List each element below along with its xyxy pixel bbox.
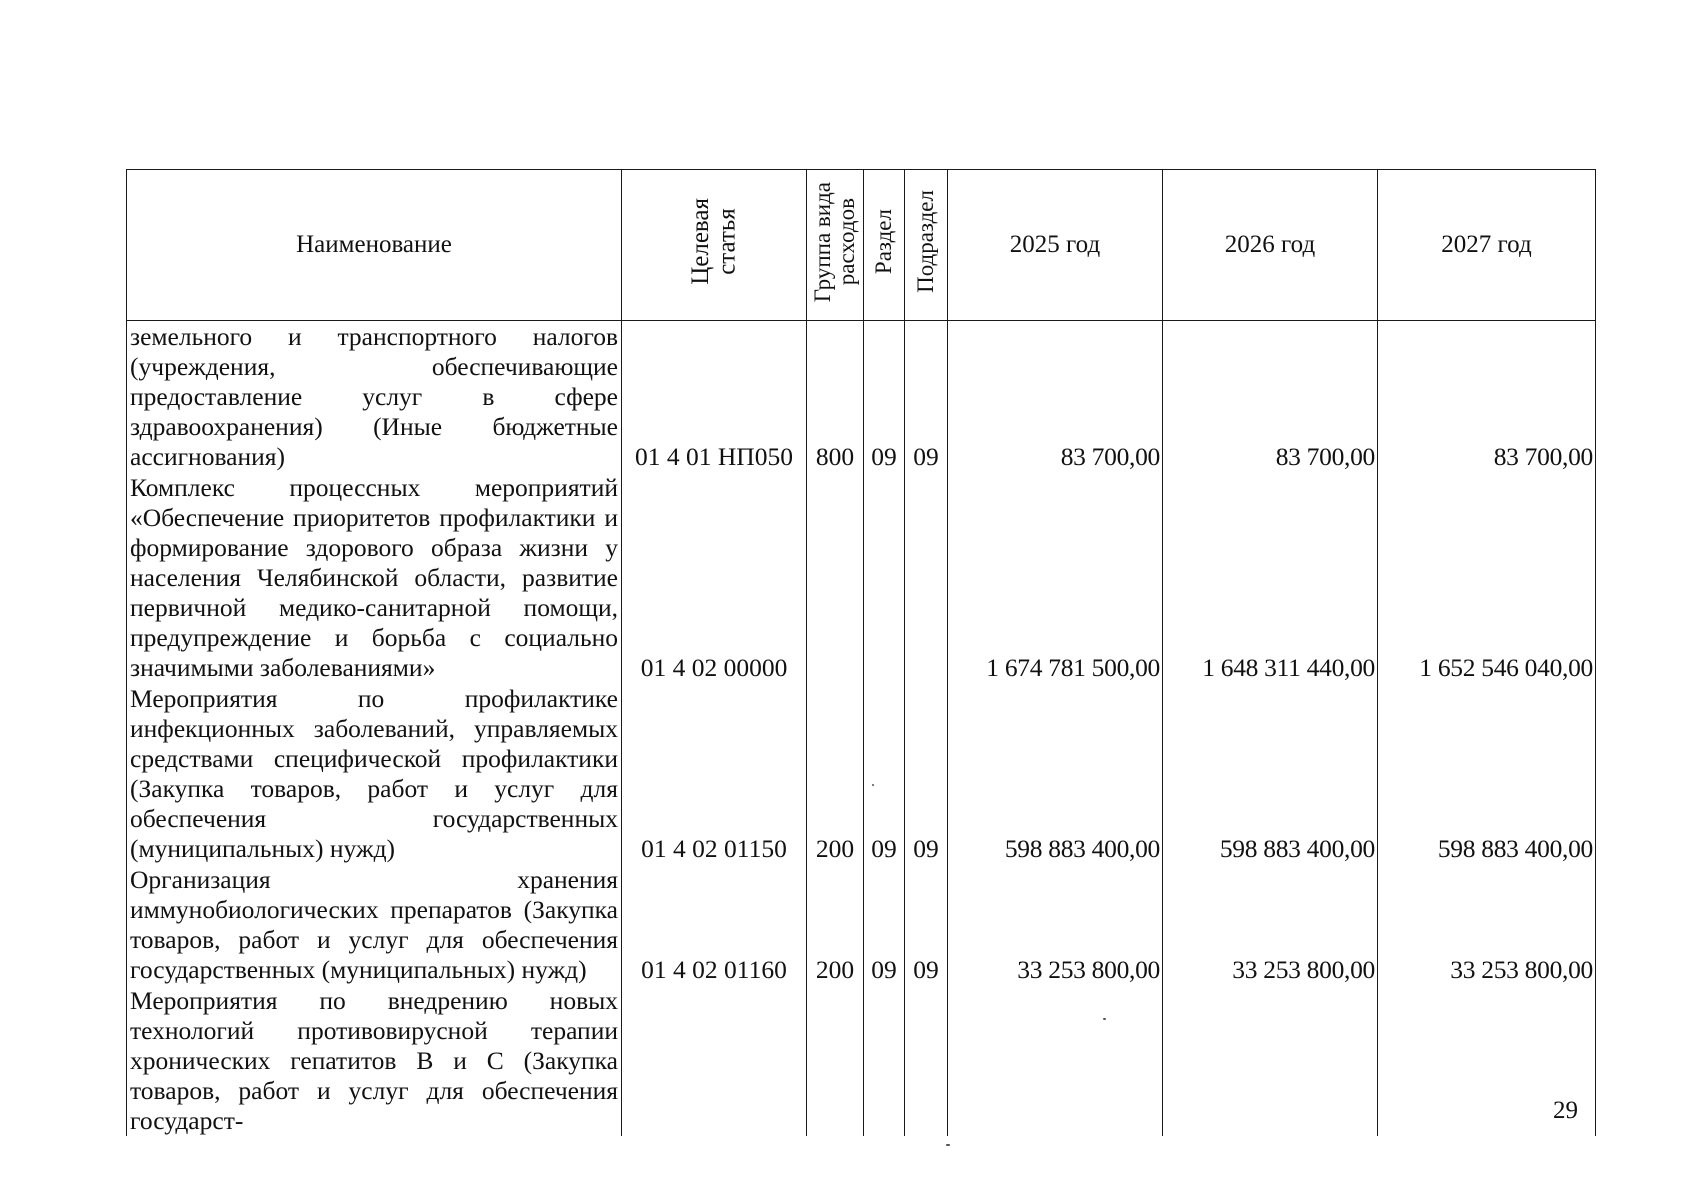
page-number: 29 <box>1553 1097 1578 1124</box>
row-amount-2026: 33 253 800,00 <box>1163 864 1378 985</box>
header-target-article: Целевая статья <box>622 170 807 321</box>
row-amount-2026: 598 883 400,00 <box>1163 683 1378 864</box>
header-year-2025: 2025 год <box>948 170 1163 321</box>
row-amount-2025: 598 883 400,00 <box>948 683 1163 864</box>
header-name: Наименование <box>127 170 622 321</box>
row-expense-group: 800 <box>807 321 864 473</box>
row-amount-2025: 1 674 781 500,00 <box>948 472 1163 683</box>
row-subsection: 09 <box>905 683 948 864</box>
scan-speck <box>1103 1018 1106 1020</box>
row-section: 09 <box>864 683 905 864</box>
row-amount-2027: 1 652 546 040,00 <box>1378 472 1596 683</box>
row-expense-group: 200 <box>807 683 864 864</box>
header-subsection: Подраздел <box>905 170 948 321</box>
row-amount-2026: 1 648 311 440,00 <box>1163 472 1378 683</box>
scan-speck <box>946 1144 950 1146</box>
row-target-code: 01 4 02 01150 <box>622 683 807 864</box>
row-name: Организация хранения иммунобиологических препаратов (Закупка товаров, работ и услуг для обеспечения государственных (муниципальных) нужд) <box>127 864 622 985</box>
table-row <box>127 321 1596 473</box>
row-amount-2025 <box>948 985 1163 1136</box>
budget-table <box>126 169 1596 1136</box>
row-name: земельного и транспортного налогов (учреждения, обеспечивающие предоставление услуг в сфере здравоохранения) (Иные бюджетные ассигнования) <box>127 321 622 473</box>
row-amount-2025: 83 700,00 <box>948 321 1163 473</box>
row-expense-group: 200 <box>807 864 864 985</box>
table-row <box>127 683 1596 864</box>
row-subsection: 09 <box>905 864 948 985</box>
row-amount-2027: 83 700,00 <box>1378 321 1596 473</box>
row-section <box>864 472 905 683</box>
row-amount-2027: 598 883 400,00 <box>1378 683 1596 864</box>
row-target-code <box>622 985 807 1136</box>
table-row <box>127 472 1596 683</box>
row-expense-group <box>807 985 864 1136</box>
row-expense-group <box>807 472 864 683</box>
row-target-code: 01 4 01 НП050 <box>622 321 807 473</box>
row-name: Комплекс процессных мероприятий «Обеспечение приоритетов профилактики и формирование здорового образа жизни у населения Челябинской области, развитие первичной медико-санитарной помощи, предупреждение и борьба с социально значимыми заболеваниями» <box>127 472 622 683</box>
row-name: Мероприятия по внедрению новых технологий противовирусной терапии хронических гепатитов В и С (Закупка товаров, работ и услуг для обеспечения государст- <box>127 985 622 1136</box>
row-subsection: 09 <box>905 321 948 473</box>
row-section <box>864 985 905 1136</box>
header-expense-group: Группа вида расходов <box>807 170 864 321</box>
row-target-code: 01 4 02 00000 <box>622 472 807 683</box>
row-amount-2027: 33 253 800,00 <box>1378 864 1596 985</box>
row-target-code: 01 4 02 01160 <box>622 864 807 985</box>
table-row <box>127 864 1596 985</box>
header-year-2026: 2026 год <box>1163 170 1378 321</box>
row-amount-2026 <box>1163 985 1378 1136</box>
scan-speck <box>872 784 874 786</box>
row-name: Мероприятия по профилактике инфекционных заболеваний, управляемых средствами специфической профилактики (Закупка товаров, работ и услуг для обеспечения государственных (муниципальных) нужд) <box>127 683 622 864</box>
header-section: Раздел <box>864 170 905 321</box>
row-amount-2026: 83 700,00 <box>1163 321 1378 473</box>
row-subsection <box>905 985 948 1136</box>
row-amount-2025: 33 253 800,00 <box>948 864 1163 985</box>
header-row <box>127 170 1596 321</box>
table-row <box>127 985 1596 1136</box>
row-section: 09 <box>864 321 905 473</box>
row-section: 09 <box>864 864 905 985</box>
header-year-2027: 2027 год <box>1378 170 1596 321</box>
row-subsection <box>905 472 948 683</box>
